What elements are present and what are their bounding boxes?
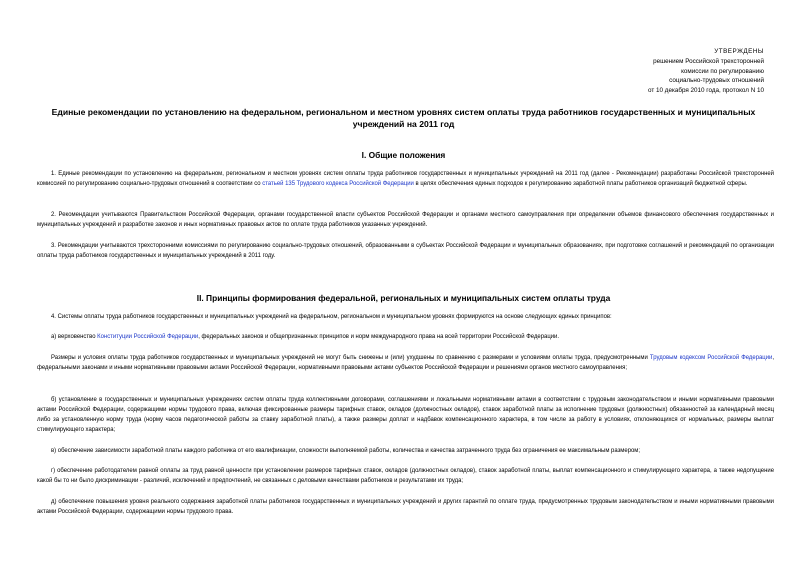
paragraph-b: б) установление в государственных и муниципальных учреждениях систем оплаты труда коллективными договорами, соглашениями и локальными нормативными актами в соответствии с трудовым законодательством и иными нормативными правовыми актами Российской Федерации, содержащими нормы трудового права, включая фиксированные размеры тарифных ставок, окладов (должностных окладов), ставок заработной платы за исполнение трудовых (должностных) обязанностей за календарный месяц либо за установленную норму труда (норму часов педагогической работы за ставку заработной платы), а также размеры доплат и надбавок компенсационного характера, в том числе за работу в условиях, отклоняющихся от нормальных, размеры выплат стимулирующего характера; (37, 397, 774, 433)
paragraph-g: г) обеспечение работодателем равной оплаты за труд равной ценности при установлении размеров тарифных ставок, окладов (должностных окладов), ставок заработной платы, выплат компенсационного и стимулирующего характера, а также недопущение какой бы то ни было дискриминации - различий, исключений и предпочтений, не связанных с деловыми качествами работников и результатами их труда; (37, 468, 774, 484)
paragraph-a (37, 332, 774, 342)
paragraph-a-continued (37, 353, 774, 373)
paragraph-d: д) обеспечение повышения уровня реального содержания заработной платы работников государственных и муниципальных учреждений и других гарантий по оплате труда, предусмотренных трудовым законодательством и иными нормативными правовыми актами Российской Федерации, содержащими нормы трудового права. (37, 499, 774, 515)
section-heading-principles: II. Принципы формирования федеральной, региональных и муниципальных систем оплаты труда (196, 293, 611, 303)
paragraph-text: в целях обеспечения единых подходов к регулированию заработной платы работников организаций бюджетной сферы. (413, 181, 748, 187)
link-labor-code[interactable]: Трудовым кодексом Российской Федерации (649, 355, 773, 361)
paragraph-text: а) верховенство (51, 334, 98, 340)
approval-stamp (648, 47, 764, 96)
section-heading-general: I. Общие положения (361, 150, 446, 160)
document-title: Единые рекомендации по установлению на федеральном, региональном и местном уровнях систем оплаты труда работников государственных и муниципальных учреждений на 2011 год (51, 107, 756, 129)
paragraph-1 (37, 169, 774, 189)
paragraph-text: , федеральных законов и общепризнанных принципов и норм международного права на всей территории Российской Федерации. (198, 334, 560, 340)
approval-title: УТВЕРЖДЕНЫ (714, 48, 764, 55)
paragraph-3: 3. Рекомендации учитываются трехсторонними комиссиями по регулированию социально-трудовых отношений, образованными в субъектах Российской Федерации и муниципальных образованиях, при подготовке соглашений и рекомендаций по организации оплаты труда работников государственных и муниципальных учреждений в 2011 году. (37, 243, 774, 259)
approval-date: от 10 декабря 2010 года, протокол N 10 (648, 87, 764, 95)
paragraph-text: Размеры и условия оплаты труда работников государственных и муниципальных учреждений не могут быть снижены и (или) ухудшены по сравнению с размерами и условиями оплаты труда, предусмотренными (51, 355, 650, 361)
link-article-135[interactable]: статьей 135 Трудового кодекса Российской Федерации (262, 181, 414, 187)
link-constitution[interactable]: Конституции Российской Федерации (97, 334, 199, 340)
paragraph-4: 4. Системы оплаты труда работников государственных и муниципальных учреждений на федеральном, региональном и муниципальном уровнях формируются на основе следующих единых принципов: (51, 314, 612, 320)
paragraph-text: , федеральными законами и иными нормативными правовыми актами Российской Федерации, нормативными правовыми актами субъектов Российской Федерации и решениями органов местного самоуправления; (37, 355, 774, 371)
approval-line: решением Российской трехсторонней (653, 57, 764, 65)
approval-line: комиссии по регулированию (681, 67, 764, 75)
paragraph-v: в) обеспечение зависимости заработной платы каждого работника от его квалификации, сложности выполняемой работы, количества и качества затраченного труда без ограничения ее максимальным размером; (51, 448, 641, 454)
approval-line: социально-трудовых отношений (669, 77, 764, 85)
paragraph-2: 2. Рекомендации учитываются Правительством Российской Федерации, органами государственной власти субъектов Российской Федерации и органами местного самоуправления при определении объемов финансового обеспечения государственных и муниципальных учреждений и разработке законов и иных нормативных правовых актов по оплате труда работников указанных учреждений. (37, 212, 774, 228)
paragraph-text: 1. Единые рекомендации по установлению на федеральном, региональном и местном уровнях систем оплаты труда работников государственных и муниципальных учреждений на 2011 год (далее - Рекомендации) разработаны Российской трехсторонней комиссией по регулированию социально-трудовых отношений в соответствии со (37, 171, 774, 187)
